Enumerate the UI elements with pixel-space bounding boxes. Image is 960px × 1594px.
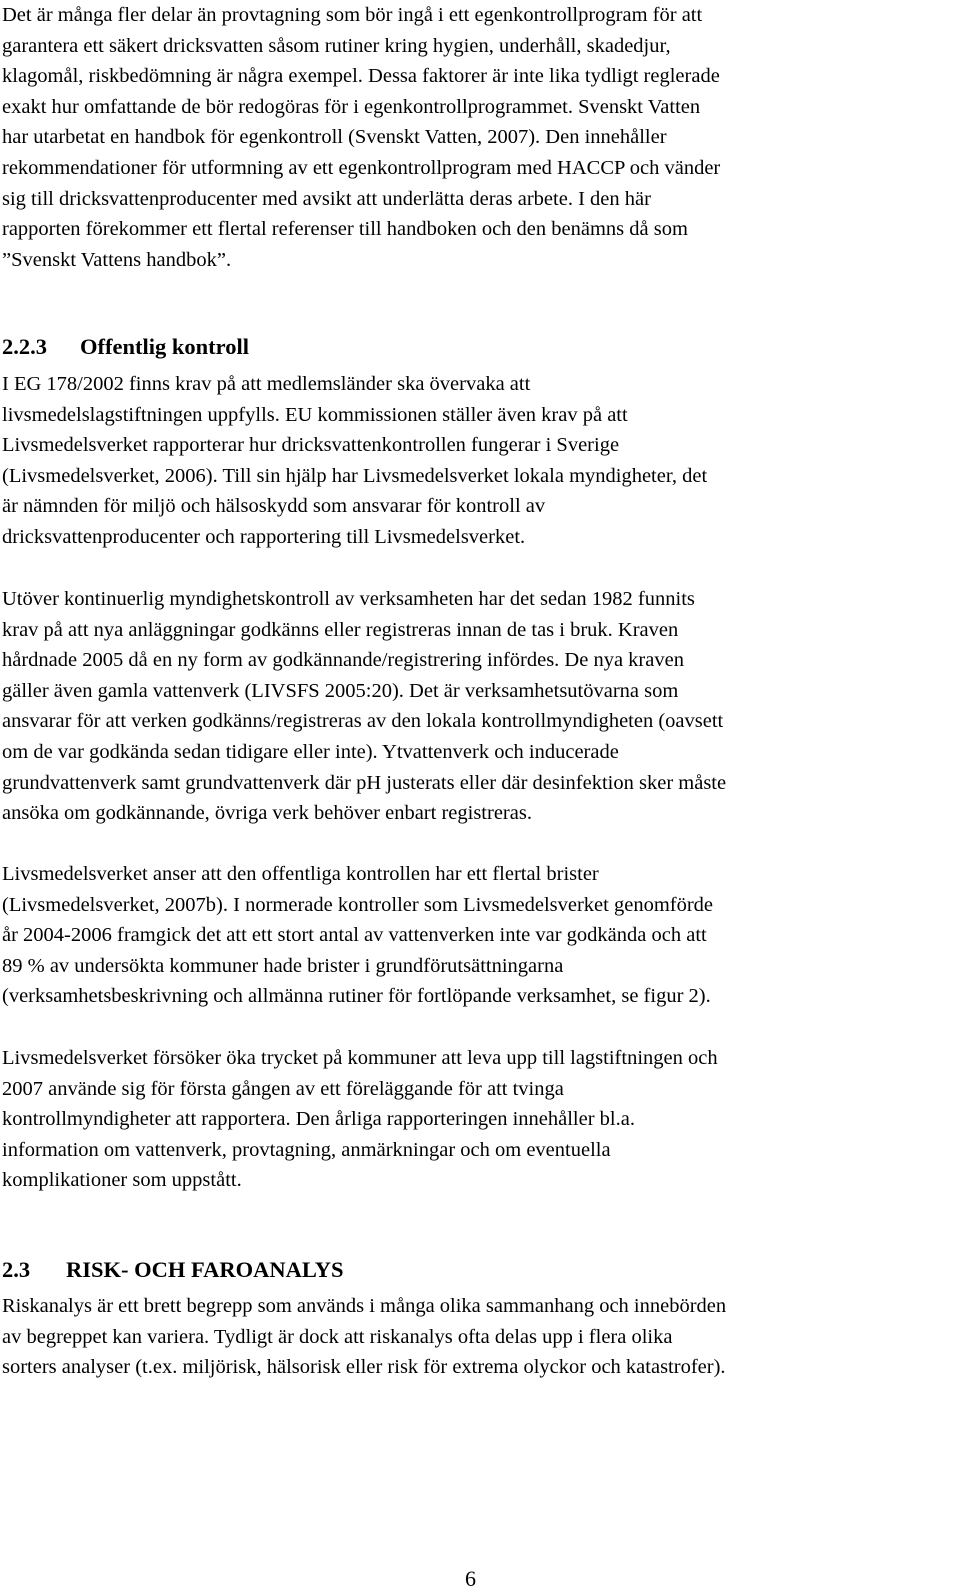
section-title: RISK- OCH FAROANALYS xyxy=(66,1257,344,1282)
text-line: Livsmedelsverket rapporterar hur dricksvattenkontrollen fungerar i Sverige xyxy=(2,434,620,457)
text-line: exakt hur omfattande de bör redogöras för i egenkontrollprogrammet. Svenskt Vatten xyxy=(2,95,701,118)
section-title: Offentlig kontroll xyxy=(80,334,249,359)
paragraph-brister xyxy=(2,859,713,1012)
text-line: 89 % av undersökta kommuner hade brister i grundförutsättningarna xyxy=(2,954,564,977)
text-line: (verksamhetsbeskrivning och allmänna rutiner för fortlöpande verksamhet, se figur 2). xyxy=(2,985,711,1008)
text-line: om de var godkända sedan tidigare eller inte). Ytvattenverk och inducerade xyxy=(2,740,619,763)
page-number: 6 xyxy=(465,1566,476,1591)
text-line: gäller även gamla vattenverk (LIVSFS 2005:20). Det är verksamhetsutövarna som xyxy=(2,679,679,702)
section-number: 2.2.3 xyxy=(2,334,47,359)
text-line: klagomål, riskbedömning är några exempel. Dessa faktorer är inte lika tydligt reglerade xyxy=(2,65,720,88)
text-line: information om vattenverk, provtagning, anmärkningar och om eventuella xyxy=(2,1138,611,1161)
document-page xyxy=(2,0,948,1594)
text-line: I EG 178/2002 finns krav på att medlemsländer ska övervaka att xyxy=(2,373,531,395)
text-line: komplikationer som uppstått. xyxy=(2,1169,242,1192)
text-line: ”Svenskt Vattens handbok”. xyxy=(2,248,232,271)
section-heading-offentlig-kontroll xyxy=(2,332,249,362)
text-line: är nämnden för miljö och hälsoskydd som ansvarar för kontroll av xyxy=(2,495,546,518)
paragraph-offentlig-kontroll xyxy=(2,369,707,553)
text-line: Livsmedelsverket försöker öka trycket på kommuner att leva upp till lagstiftningen och xyxy=(2,1047,718,1069)
text-line: kontrollmyndigheter att rapportera. Den årliga rapporteringen innehåller bl.a. xyxy=(2,1108,635,1131)
text-line: år 2004-2006 framgick det att ett stort antal av vattenverken inte var godkända och att xyxy=(2,924,707,947)
section-heading-riskanalys xyxy=(2,1255,344,1285)
paragraph-godkannande xyxy=(2,584,726,829)
paragraph-rapportering xyxy=(2,1043,718,1196)
text-line: livsmedelslagstiftningen uppfylls. EU kommissionen ställer även krav på att xyxy=(2,403,628,426)
paragraph-riskanalys xyxy=(2,1291,726,1383)
text-line: Utöver kontinuerlig myndighetskontroll av verksamheten har det sedan 1982 funnits xyxy=(2,588,695,610)
text-line: sig till dricksvattenproducenter med avsikt att underlätta deras arbete. I den här xyxy=(2,187,651,210)
text-line: rapporten förekommer ett flertal referenser till handboken och den benämns då som xyxy=(2,218,688,241)
text-line: ansvarar för att verken godkänns/registreras av den lokala kontrollmyndigheten (oavsett xyxy=(2,710,724,733)
text-line: rekommendationer för utformning av ett egenkontrollprogram med HACCP och vänder xyxy=(2,156,721,179)
text-line: Livsmedelsverket anser att den offentliga kontrollen har ett flertal brister xyxy=(2,863,599,885)
text-line: ansöka om godkännande, övriga verk behöver enbart registreras. xyxy=(2,802,532,825)
text-line: (Livsmedelsverket, 2007b). I normerade kontroller som Livsmedelsverket genomförde xyxy=(2,893,714,916)
text-line: sorters analyser (t.ex. miljörisk, hälsorisk eller risk för extrema olyckor och katastrofer). xyxy=(2,1356,726,1379)
text-line: garantera ett säkert dricksvatten såsom rutiner kring hygien, underhåll, skadedjur, xyxy=(2,34,671,57)
text-line: Det är många fler delar än provtagning som bör ingå i ett egenkontrollprogram för att xyxy=(2,4,703,26)
section-number: 2.3 xyxy=(2,1257,31,1282)
text-line: (Livsmedelsverket, 2006). Till sin hjälp har Livsmedelsverket lokala myndigheter, det xyxy=(2,464,708,487)
text-line: hårdnade 2005 då en ny form av godkännande/registrering infördes. De nya kraven xyxy=(2,649,684,672)
text-line: krav på att nya anläggningar godkänns eller registreras innan de tas i bruk. Kraven xyxy=(2,618,679,641)
text-line: 2007 använde sig för första gången av ett föreläggande för att tvinga xyxy=(2,1077,564,1100)
text-line: Riskanalys är ett brett begrepp som används i många olika sammanhang och innebörden xyxy=(2,1295,727,1317)
text-line: av begreppet kan variera. Tydligt är dock att riskanalys ofta delas upp i flera olika xyxy=(2,1325,673,1348)
text-line: grundvattenverk samt grundvattenverk där pH justerats eller där desinfektion sker måste xyxy=(2,771,727,794)
text-line: dricksvattenproducenter och rapportering till Livsmedelsverket. xyxy=(2,525,526,548)
paragraph-egenkontroll xyxy=(2,0,720,275)
text-line: har utarbetat en handbok för egenkontroll (Svenskt Vatten, 2007). Den innehåller xyxy=(2,126,667,149)
